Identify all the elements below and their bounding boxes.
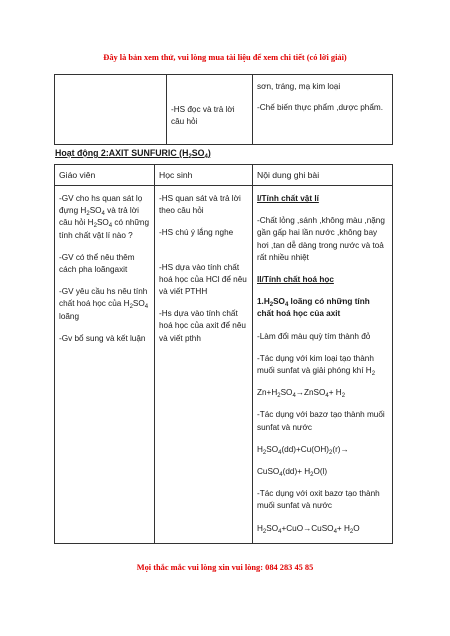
heading-physical: I/Tính chất vật lí — [257, 194, 319, 203]
teacher-step: -GV có thể nêu thêm cách pha loãngaxit — [59, 252, 135, 275]
teacher-cell — [55, 75, 167, 145]
teacher-step: -GV cho hs quan sát lọ đựng $H_2SO_4$ và trả lời câu hỏi $H_2SO_4$ có những tính chất vật lí nào ? — [59, 194, 150, 240]
header-content: Nội dung ghi bài — [253, 165, 393, 186]
header-teacher: Giáo viên — [55, 165, 155, 186]
equation: $H_2SO_4(dd)+Cu(OH)_2(r)\to$ — [257, 444, 349, 456]
lesson-table — [54, 164, 393, 544]
content-text: -Tác dụng với kim loại tạo thành muối sunfat và giải phóng khí $H_2$ — [257, 353, 376, 378]
equation: CuSO$_4$(dd)+ $H_2O(l)$ — [257, 467, 328, 479]
header-student: Học sinh — [155, 165, 253, 186]
equation: $Zn+H_2SO_4\to ZnSO_4+ H_2$ — [257, 388, 346, 400]
content-line: sơn, tráng, mạ kim loại — [257, 82, 341, 91]
teacher-column — [55, 186, 155, 544]
content-cell — [253, 75, 393, 145]
student-step: -HS dựa vào tính chất hoá học của HCl để nêu và viết PTHH — [159, 262, 247, 297]
content-text: -Chất lỏng ,sánh ,không màu ,nặng gần gấp hai lần nước ,không bay hơi ,tan dễ dàng trong nước và toả rất nhiều nhiệt — [257, 216, 385, 262]
student-step: -HS chú ý lắng nghe — [159, 228, 234, 238]
preview-banner: Đây là bản xem thử, vui lòng mua tài liệu để xem chi tiết (có lời giải) — [103, 53, 347, 62]
content-text: -Tác dụng với bazơ tạo thành muối sunfat và nước — [257, 410, 385, 432]
content-text: -Làm đổi màu quỳ tím thành đỏ — [257, 331, 371, 341]
student-column — [155, 186, 253, 544]
teacher-step: -Gv bổ sung và kết luận — [59, 333, 146, 343]
content-text: -Tác dụng với oxit bazơ tạo thành muối sunfat và nước — [257, 489, 380, 511]
heading-chemical: II/Tính chất hoá học — [257, 275, 334, 285]
student-cell — [167, 75, 253, 145]
content-line: -Chế biến thực phẩm ,dược phẩm. — [257, 103, 384, 113]
content-column — [253, 186, 393, 544]
teacher-step: -GV yêu cầu hs nêu tính chất hoá học của $H_2SO_4$ loãng — [59, 287, 149, 321]
section-title: Hoạt động 2:AXIT SUNFURIC $(H_2SO_4)$ — [55, 148, 211, 160]
student-step: -HS quan sát và trả lời theo câu hỏi — [159, 194, 241, 216]
contact-banner: Mọi thắc mắc vui lòng xin vui lòng: 084 283 45 85 — [136, 563, 314, 572]
equation: $H_2SO_4+CuO\to CuSO_4+ H_2O$ — [257, 523, 360, 535]
table-row — [55, 186, 393, 544]
table-header-row — [55, 165, 393, 186]
continuation-table — [54, 74, 393, 145]
student-text: -HS đọc và trả lời câu hỏi — [171, 105, 235, 127]
student-step: -Hs dựa vào tính chất hoá học của axit để nêu và viết pthh — [159, 309, 246, 343]
subheading: $1.H_2SO_4$ loãng có những tính chất hoá học của axit — [257, 297, 370, 319]
